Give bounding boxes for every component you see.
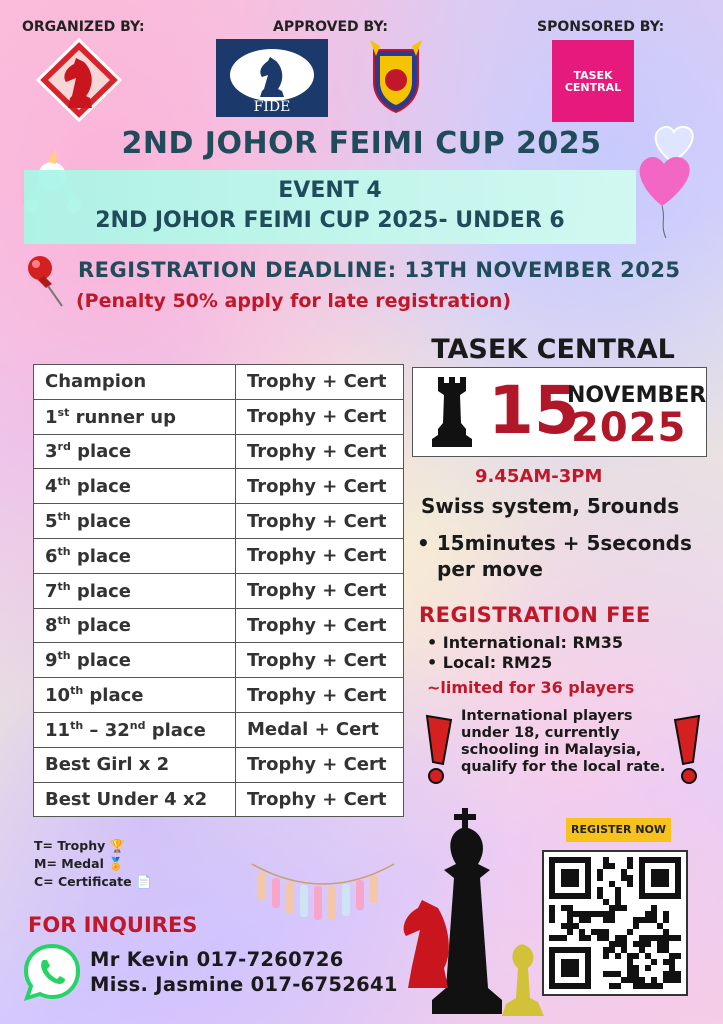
sponsor-logo (552, 40, 634, 122)
tournament-system: Swiss system, 5rounds (421, 494, 680, 518)
qr-module (579, 935, 585, 941)
qr-module (579, 911, 585, 917)
qr-module (627, 977, 633, 983)
qr-module (639, 917, 645, 923)
qr-module (645, 935, 651, 941)
time-control-line1: • 15minutes + 5seconds (417, 531, 692, 555)
qr-module (651, 917, 657, 923)
prize-award: Trophy + Cert (236, 678, 404, 713)
qr-module (645, 983, 651, 989)
qr-module (627, 875, 633, 881)
prize-place (34, 399, 236, 434)
qr-module (651, 977, 657, 983)
qr-module (651, 905, 657, 911)
qr-module (675, 953, 681, 959)
qr-module (633, 983, 639, 989)
prize-place-suffix: place (70, 580, 131, 602)
qr-module (603, 935, 609, 941)
qr-module (615, 893, 621, 899)
qr-module (627, 863, 633, 869)
qr-module (615, 935, 621, 941)
exclamation-icon-right (669, 714, 705, 786)
qr-module (609, 917, 615, 923)
date-year: 2025 (571, 405, 687, 451)
approved-by-label: APPROVED BY: (273, 19, 388, 35)
qr-module (633, 965, 639, 971)
qr-module (657, 935, 663, 941)
prize-place-place: 11 (45, 719, 71, 741)
qr-module (597, 887, 603, 893)
qr-module (645, 953, 651, 959)
exclamation-icon-left (421, 714, 457, 786)
qr-module (663, 947, 669, 953)
qr-module (663, 977, 669, 983)
prize-place-sup: th (57, 649, 71, 663)
legend-medal (34, 856, 124, 872)
registration-qr-code[interactable] (542, 850, 688, 996)
prize-place-sup: th (70, 718, 84, 732)
qr-module (645, 965, 651, 971)
qr-module (585, 911, 591, 917)
qr-module (603, 917, 609, 923)
prize-place-suffix: runner up (69, 406, 176, 428)
qr-module (609, 947, 615, 953)
qr-module (585, 935, 591, 941)
qr-module (597, 929, 603, 935)
qr-module (639, 983, 645, 989)
qr-module (627, 965, 633, 971)
sponsored-by-label: SPONSORED BY: (537, 19, 665, 35)
prize-place-suffix: place (70, 441, 132, 463)
qr-module (597, 911, 603, 917)
late-penalty-note: (Penalty 50% apply for late registration) (76, 290, 512, 312)
qr-module (663, 935, 669, 941)
event-title: 2ND JOHOR FEIMI CUP 2025 (121, 126, 602, 161)
prize-place-place: 6 (45, 545, 58, 567)
prize-place-sup: th (57, 579, 71, 593)
prize-place-suffix: place (70, 615, 131, 637)
qr-module (615, 983, 621, 989)
player-limit-note: ~limited for 36 players (427, 678, 635, 697)
register-now-button[interactable]: REGISTER NOW (566, 818, 671, 842)
qr-module (621, 875, 627, 881)
qr-module (669, 935, 675, 941)
qr-module (627, 929, 633, 935)
prize-award: Trophy + Cert (236, 747, 404, 782)
qr-module (615, 971, 621, 977)
qr-module (549, 905, 555, 911)
qr-module (579, 929, 585, 935)
prize-award: Trophy + Cert (236, 608, 404, 643)
prize-row (34, 538, 404, 573)
fee-local: • Local: RM25 (427, 653, 553, 672)
prize-place-place: Champion (45, 371, 147, 393)
pushpin-icon (24, 254, 66, 310)
qr-module (675, 935, 681, 941)
qr-module (651, 959, 657, 965)
qr-module (651, 911, 657, 917)
prize-table (33, 364, 404, 817)
sponsor-logo-line1: TASEK (573, 69, 613, 82)
prize-place-place: 9 (45, 650, 58, 672)
qr-module (603, 971, 609, 977)
prize-row (34, 643, 404, 678)
fee-local-text: Local: RM25 (442, 653, 553, 672)
date-day: 15 (488, 372, 580, 449)
qr-module (663, 929, 669, 935)
qr-module (567, 917, 573, 923)
legend-trophy-text: T= Trophy (34, 838, 106, 853)
prize-row (34, 365, 404, 400)
association-crest (366, 38, 426, 114)
qr-module (609, 983, 615, 989)
prize-place-suffix2: place (145, 719, 206, 741)
qr-module (645, 941, 651, 947)
qr-module (621, 935, 627, 941)
time-control-line2: per move (437, 557, 543, 581)
qr-module (657, 983, 663, 989)
prize-award: Trophy + Cert (236, 782, 404, 817)
qr-module (561, 905, 567, 911)
prize-row (34, 469, 404, 504)
qr-module (621, 947, 627, 953)
qr-module (621, 905, 627, 911)
qr-module (615, 953, 621, 959)
qr-module (669, 977, 675, 983)
qr-module (633, 977, 639, 983)
qr-module (669, 965, 675, 971)
prize-place-place: 4 (45, 476, 58, 498)
qr-module (603, 857, 609, 863)
qr-finder-module (561, 869, 579, 887)
qr-module (633, 953, 639, 959)
prize-place (34, 712, 236, 747)
event-time: 9.45AM-3PM (475, 466, 603, 487)
qr-module (603, 947, 609, 953)
prize-row (34, 712, 404, 747)
legend-certificate-text: C= Certificate (34, 874, 132, 889)
prize-place-sup: th (57, 475, 71, 489)
time-control-text: 15minutes + 5seconds (436, 531, 692, 555)
qr-module (609, 941, 615, 947)
prize-place-sup: th (57, 544, 71, 558)
medal-icon: 🏅 (108, 856, 124, 871)
prize-place-sup: th (57, 510, 71, 524)
qr-module (609, 863, 615, 869)
legend-certificate (34, 874, 152, 890)
qr-module (633, 923, 639, 929)
prize-place-suffix: place (70, 650, 131, 672)
qr-module (633, 941, 639, 947)
prize-award: Trophy + Cert (236, 643, 404, 678)
qr-finder-module (561, 959, 579, 977)
qr-module (657, 923, 663, 929)
qr-module (621, 941, 627, 947)
legend-trophy (34, 838, 125, 854)
prize-place-place: 10 (45, 685, 71, 707)
prize-place-sup: rd (57, 440, 71, 454)
trophy-icon: 🏆 (109, 838, 126, 853)
prize-award: Trophy + Cert (236, 538, 404, 573)
prize-place-suffix: place (70, 545, 131, 567)
qr-module (657, 947, 663, 953)
prize-award: Trophy + Cert (236, 469, 404, 504)
qr-module (567, 923, 573, 929)
qr-module (621, 869, 627, 875)
qr-module (639, 947, 645, 953)
qr-module (603, 911, 609, 917)
fide-text: FIDE (253, 99, 291, 115)
qr-module (597, 935, 603, 941)
qr-module (627, 959, 633, 965)
prize-place (34, 608, 236, 643)
prize-place-place: 7 (45, 580, 58, 602)
local-rate-note: International players under 18, currently schooling in Malaysia, qualify for the local rate. (461, 708, 666, 775)
qr-module (567, 905, 573, 911)
prize-award: Trophy + Cert (236, 573, 404, 608)
prize-place-sup: th (70, 684, 84, 698)
qr-module (549, 935, 555, 941)
prize-place (34, 678, 236, 713)
qr-module (675, 977, 681, 983)
qr-module (615, 905, 621, 911)
qr-module (573, 911, 579, 917)
qr-module (603, 899, 609, 905)
prize-award: Trophy + Cert (236, 434, 404, 469)
qr-module (627, 857, 633, 863)
qr-module (591, 911, 597, 917)
qr-module (627, 953, 633, 959)
inquiries-title: FOR INQUIRES (28, 913, 198, 937)
prize-row (34, 782, 404, 817)
fide-logo (216, 39, 328, 117)
rook-icon (428, 373, 476, 449)
qr-module (591, 929, 597, 935)
qr-module (549, 917, 555, 923)
prize-place-sup: th (57, 614, 71, 628)
tassel-garland-decoration (248, 858, 398, 930)
prize-place (34, 538, 236, 573)
prize-place-sup2: nd (129, 718, 146, 732)
prize-place (34, 365, 236, 400)
qr-module (567, 911, 573, 917)
qr-module (651, 935, 657, 941)
contact-jasmine[interactable]: Miss. Jasmine 017-6752641 (90, 973, 398, 996)
qr-module (603, 953, 609, 959)
qr-module (615, 887, 621, 893)
qr-module (663, 911, 669, 917)
prize-place (34, 747, 236, 782)
qr-finder-module (651, 869, 669, 887)
prize-place-suffix: – 32 (83, 719, 130, 741)
fee-international-text: International: RM35 (442, 633, 623, 652)
prize-place (34, 469, 236, 504)
qr-module (663, 959, 669, 965)
qr-module (639, 941, 645, 947)
organized-by-label: ORGANIZED BY: (22, 19, 145, 35)
prize-place-sup: st (57, 405, 70, 419)
prize-award: Trophy + Cert (236, 504, 404, 539)
qr-module (603, 929, 609, 935)
qr-module (645, 917, 651, 923)
qr-module (573, 923, 579, 929)
qr-module (663, 941, 669, 947)
qr-module (621, 977, 627, 983)
qr-module (669, 959, 675, 965)
prize-place-place: 1 (45, 406, 58, 428)
qr-module (555, 935, 561, 941)
qr-module (609, 905, 615, 911)
organizer-logo (36, 38, 122, 122)
qr-module (675, 971, 681, 977)
prize-place-place: 3 (45, 441, 58, 463)
prize-place (34, 782, 236, 817)
prize-row (34, 573, 404, 608)
registration-fee-title: REGISTRATION FEE (419, 603, 651, 627)
qr-module (597, 893, 603, 899)
qr-module (549, 911, 555, 917)
prize-place (34, 504, 236, 539)
qr-module (663, 917, 669, 923)
qr-module (561, 923, 567, 929)
legend-medal-text: M= Medal (34, 856, 104, 871)
prize-place (34, 434, 236, 469)
qr-module (657, 941, 663, 947)
prize-row (34, 399, 404, 434)
qr-module (561, 935, 567, 941)
prize-row (34, 434, 404, 469)
qr-module (615, 941, 621, 947)
prize-place-suffix: place (83, 685, 144, 707)
prize-place-place: 8 (45, 615, 58, 637)
event-banner (24, 170, 636, 244)
qr-module (609, 971, 615, 977)
qr-module (669, 971, 675, 977)
qr-module (597, 869, 603, 875)
qr-module (669, 953, 675, 959)
qr-module (615, 899, 621, 905)
event-name: 2ND JOHOR FEIMI CUP 2025- UNDER 6 (95, 208, 565, 233)
qr-module (585, 917, 591, 923)
qr-module (627, 881, 633, 887)
prize-row (34, 678, 404, 713)
prize-place (34, 573, 236, 608)
whatsapp-icon (22, 942, 82, 1002)
prize-row (34, 608, 404, 643)
qr-module (597, 875, 603, 881)
qr-module (633, 917, 639, 923)
qr-module (603, 863, 609, 869)
prize-award: Trophy + Cert (236, 365, 404, 400)
prize-place-place: Best Girl x 2 (45, 754, 170, 776)
contact-kevin[interactable]: Mr Kevin 017-7260726 (90, 948, 344, 971)
prize-place-place: Best Under 4 x2 (45, 788, 208, 810)
qr-module (627, 971, 633, 977)
venue-name: TASEK CENTRAL (431, 334, 675, 365)
qr-module (567, 929, 573, 935)
qr-module (633, 971, 639, 977)
qr-module (609, 911, 615, 917)
registration-deadline: REGISTRATION DEADLINE: 13TH NOVEMBER 2025 (78, 258, 681, 282)
prize-row (34, 504, 404, 539)
qr-module (639, 977, 645, 983)
qr-module (609, 881, 615, 887)
qr-code-pattern (544, 852, 686, 994)
fee-international: • International: RM35 (427, 633, 623, 652)
prize-place (34, 643, 236, 678)
qr-module (645, 911, 651, 917)
sponsor-logo-line2: CENTRAL (564, 81, 622, 94)
prize-place-suffix: place (70, 476, 131, 498)
qr-module (639, 935, 645, 941)
prize-award: Trophy + Cert (236, 399, 404, 434)
qr-module (579, 917, 585, 923)
date-month: NOVEMBER (567, 383, 707, 408)
prize-place-suffix: place (70, 511, 131, 533)
prize-place-place: 5 (45, 511, 58, 533)
prize-award: Medal + Cert (236, 712, 404, 747)
qr-module (663, 971, 669, 977)
certificate-icon: 📄 (136, 874, 152, 889)
qr-module (651, 983, 657, 989)
chess-pieces-decoration (398, 808, 546, 1022)
event-number: EVENT 4 (278, 178, 382, 203)
prize-row (34, 747, 404, 782)
